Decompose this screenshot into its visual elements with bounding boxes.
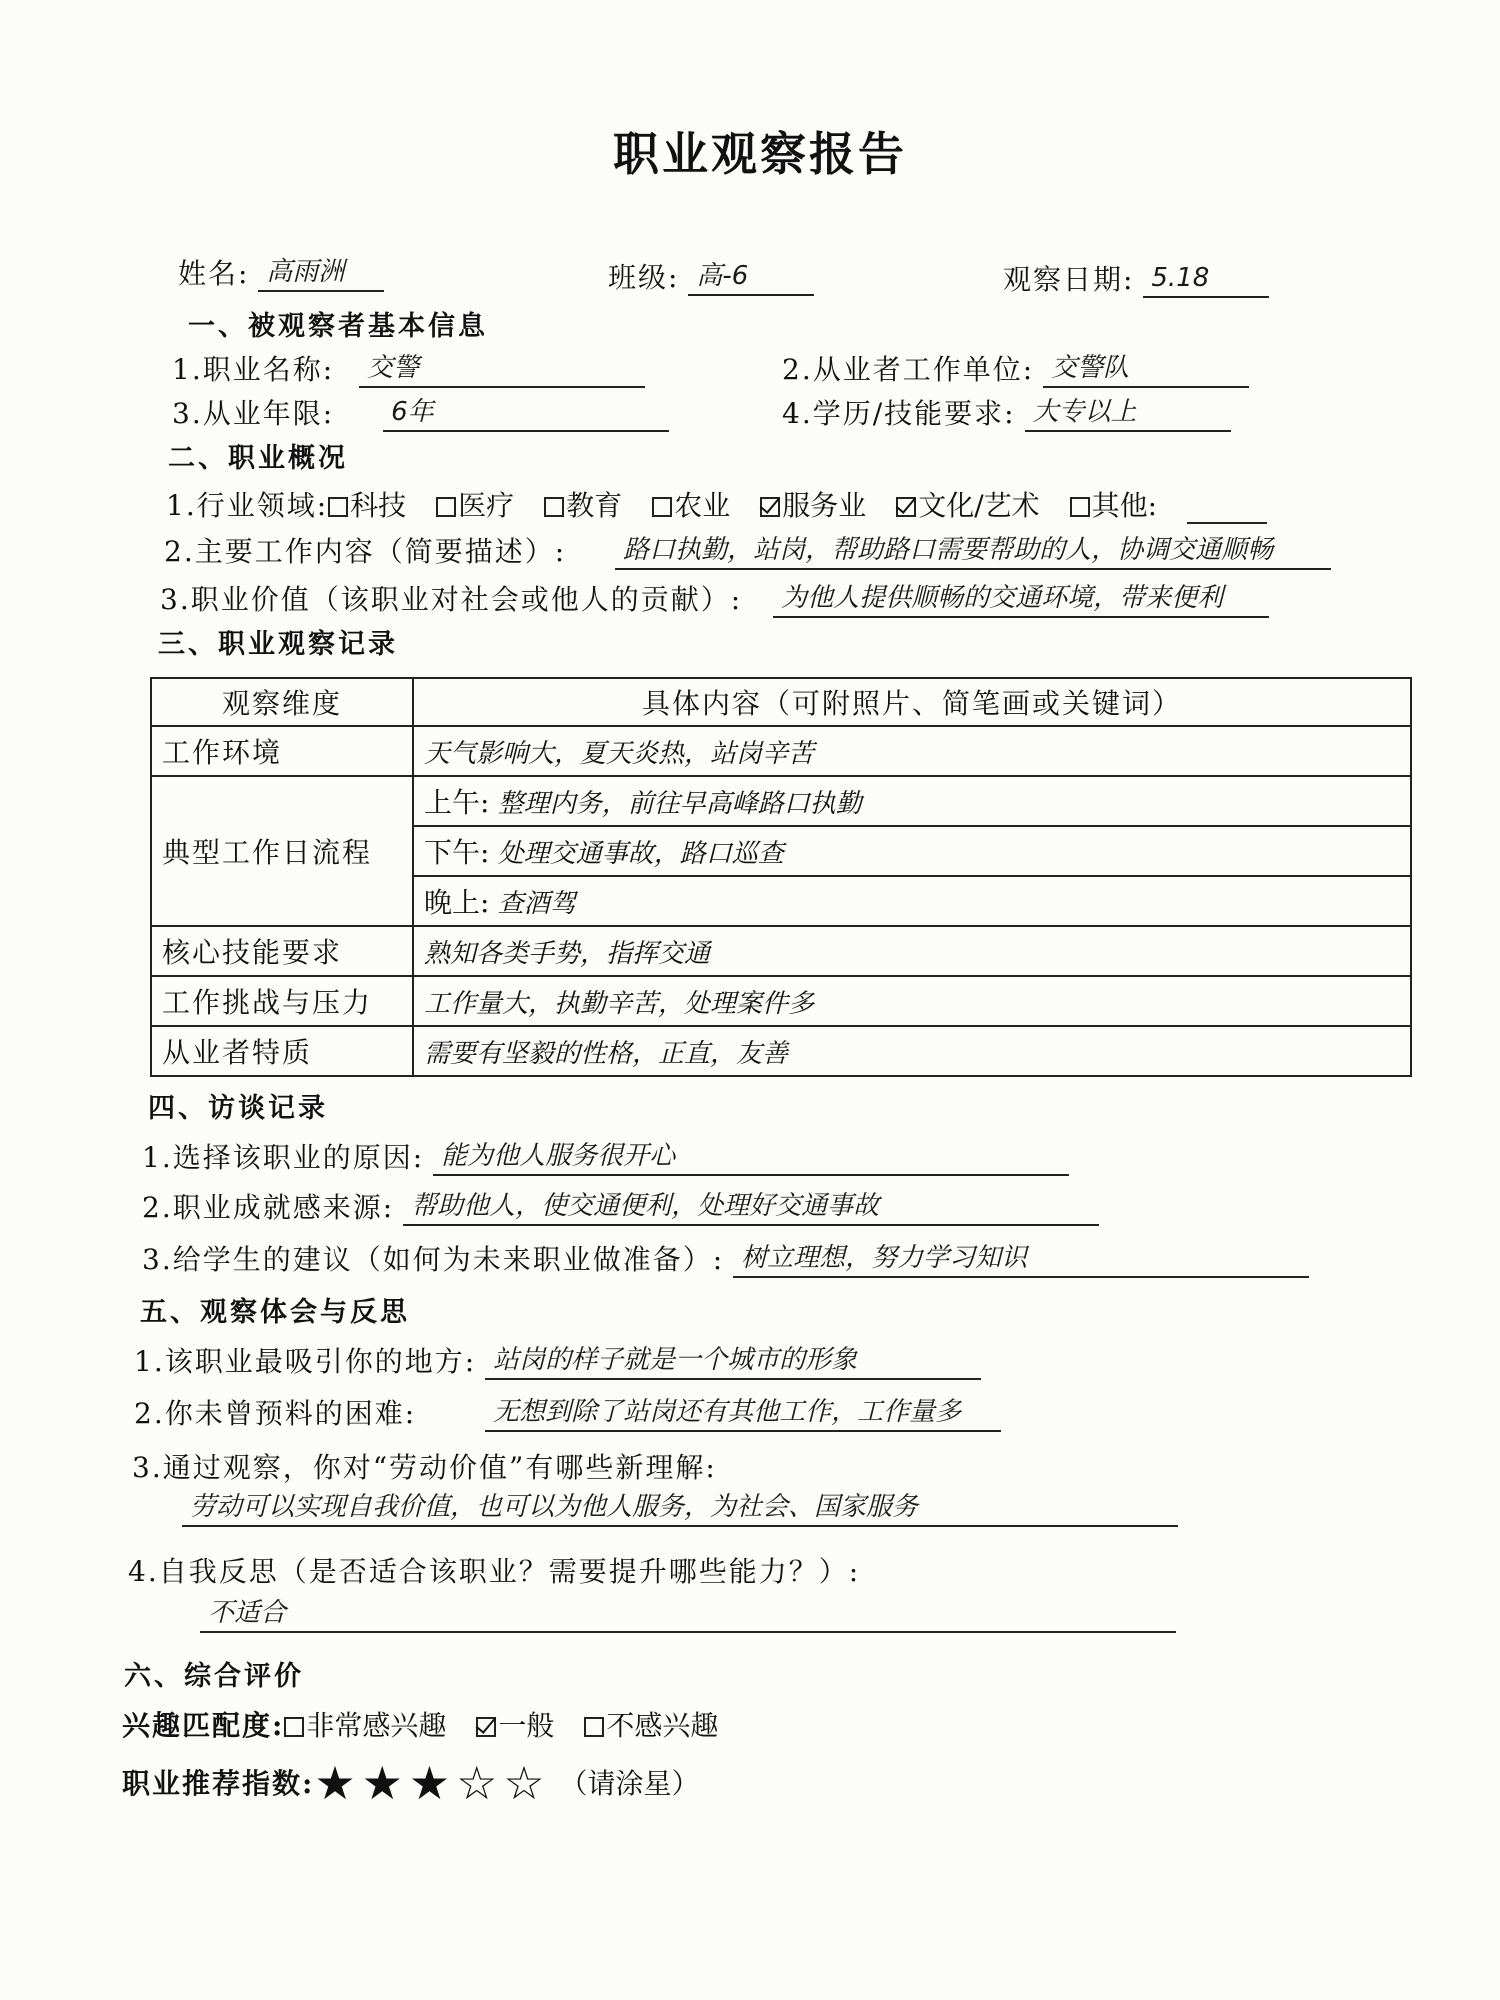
evening-label: 晚上: (424, 886, 490, 919)
col-dimension: 观察维度 (151, 678, 413, 726)
employer-row (782, 348, 1249, 388)
industry-other-blank (1187, 496, 1267, 524)
reason-value: 能为他人服务很开心 (433, 1139, 1069, 1176)
reflection-value-row (200, 1596, 1176, 1633)
industry-option-label: 农业 (674, 489, 731, 522)
challenge-value: 工作量大，执勤辛苦，处理案件多 (413, 976, 1411, 1026)
work-env-label: 工作环境 (151, 726, 413, 776)
difficulty-row (134, 1392, 1001, 1432)
recommend-row (122, 1756, 700, 1810)
name-value: 高雨洲 (258, 255, 384, 292)
industry-label: 1.行业领域: (166, 489, 329, 522)
industry-option[interactable] (1070, 489, 1157, 522)
job-title-value: 交警 (359, 351, 645, 388)
afternoon-label: 下午: (424, 836, 490, 869)
industry-checkbox[interactable] (652, 497, 672, 517)
section6-heading: 六、综合评价 (124, 1661, 304, 1692)
table-row (151, 776, 1411, 826)
table-row (151, 976, 1411, 1026)
class-row (608, 256, 814, 296)
star-filled-icon[interactable]: ★ (408, 1756, 457, 1810)
name-label: 姓名: (178, 257, 250, 290)
understanding-value-row (182, 1490, 1178, 1527)
job-title-label: 1.职业名称: (172, 353, 335, 386)
challenge-label: 工作挑战与压力 (151, 976, 413, 1026)
observation-table (150, 677, 1412, 1077)
industry-checkbox[interactable] (896, 497, 916, 517)
interest-checkbox[interactable] (584, 1717, 604, 1737)
industry-option[interactable] (896, 489, 1039, 522)
interest-option[interactable] (584, 1709, 718, 1742)
table-row (151, 926, 1411, 976)
industry-checkbox[interactable] (328, 497, 348, 517)
table-row (151, 1026, 1411, 1076)
star-rating[interactable] (314, 1756, 550, 1810)
difficulty-label: 2.你未曾预料的困难: (134, 1397, 417, 1430)
interest-option[interactable] (476, 1709, 554, 1742)
achievement-row (142, 1186, 1099, 1226)
interest-checkbox[interactable] (284, 1717, 304, 1737)
advice-row (142, 1238, 1309, 1278)
table-header-row (151, 678, 1411, 726)
industry-option-label: 其他: (1091, 489, 1158, 522)
industry-option-label: 文化/艺术 (918, 489, 1040, 522)
employer-value: 交警队 (1043, 351, 1249, 388)
section1-heading: 一、被观察者基本信息 (188, 311, 488, 342)
value-row (160, 578, 1269, 618)
difficulty-value: 无想到除了站岗还有其他工作，工作量多 (485, 1395, 1001, 1432)
years-label: 3.从业年限: (172, 397, 335, 430)
interest-row (122, 1704, 748, 1744)
section3-heading: 三、职业观察记录 (158, 629, 398, 660)
industry-option[interactable] (544, 489, 622, 522)
section2-heading: 二、职业概况 (168, 443, 348, 474)
industry-options (328, 489, 1187, 522)
interest-label: 兴趣匹配度: (122, 1709, 285, 1742)
star-filled-icon[interactable]: ★ (314, 1756, 362, 1810)
interest-checkbox[interactable] (476, 1717, 496, 1737)
star-filled-icon[interactable]: ★ (361, 1756, 409, 1810)
reflection-label-row (128, 1550, 860, 1590)
value-value: 为他人提供顺畅的交通环境，带来便利 (773, 581, 1269, 618)
industry-option-label: 医疗 (458, 489, 515, 522)
work-content-row (164, 530, 1331, 570)
industry-option[interactable] (328, 489, 406, 522)
achievement-label: 2.职业成就感来源: (142, 1191, 395, 1224)
date-value: 5.18 (1143, 261, 1269, 298)
name-row (178, 252, 384, 292)
industry-option-label: 服务业 (782, 489, 867, 522)
understanding-label-row (132, 1446, 717, 1486)
value-label: 3.职业价值（该职业对社会或他人的贡献）: (160, 583, 743, 616)
reason-label: 1.选择该职业的原因: (142, 1141, 425, 1174)
work-env-value: 天气影响大，夏天炎热，站岗辛苦 (413, 726, 1411, 776)
education-value: 大专以上 (1025, 395, 1231, 432)
job-title-row (172, 348, 645, 388)
industry-option[interactable] (652, 489, 730, 522)
industry-checkbox[interactable] (760, 497, 780, 517)
morning-label: 上午: (424, 786, 490, 819)
employer-label: 2.从业者工作单位: (782, 353, 1035, 386)
morning-value: 整理内务，前往早高峰路口执勤 (497, 789, 862, 819)
education-label: 4.学历/技能要求: (782, 397, 1016, 430)
attract-row (134, 1340, 981, 1380)
traits-value: 需要有坚毅的性格，正直，友善 (413, 1026, 1411, 1076)
industry-option[interactable] (436, 489, 514, 522)
recommend-label: 职业推荐指数: (122, 1767, 315, 1800)
traits-label: 从业者特质 (151, 1026, 413, 1076)
advice-value: 树立理想，努力学习知识 (733, 1241, 1309, 1278)
industry-option-label: 教育 (566, 489, 623, 522)
report-title: 职业观察报告 (613, 127, 907, 181)
work-content-value: 路口执勤，站岗，帮助路口需要帮助的人，协调交通顺畅 (615, 533, 1331, 570)
interest-option-label: 一般 (498, 1709, 555, 1742)
section5-heading: 五、观察体会与反思 (140, 1297, 410, 1328)
interest-option-label: 不感兴趣 (606, 1709, 719, 1742)
evening-cell (413, 876, 1411, 926)
industry-checkbox[interactable] (1070, 497, 1090, 517)
daily-label: 典型工作日流程 (151, 776, 413, 926)
col-content: 具体内容（可附照片、简笔画或关键词） (413, 678, 1411, 726)
advice-label: 3.给学生的建议（如何为未来职业做准备）: (142, 1243, 725, 1276)
recommend-note: （请涂星） (559, 1767, 700, 1800)
reflection-value: 不适合 (200, 1596, 1176, 1633)
date-label: 观察日期: (1003, 263, 1135, 296)
class-value: 高-6 (688, 259, 814, 296)
interest-options (284, 1709, 748, 1742)
skills-value: 熟知各类手势，指挥交通 (413, 926, 1411, 976)
education-row (782, 392, 1231, 432)
achievement-value: 帮助他人，使交通便利，处理好交通事故 (403, 1189, 1099, 1226)
understanding-label: 3.通过观察，你对“劳动价值”有哪些新理解: (132, 1451, 717, 1484)
evening-value: 查酒驾 (497, 889, 576, 919)
star-empty-icon[interactable]: ☆ (503, 1756, 551, 1810)
section4-heading: 四、访谈记录 (148, 1093, 328, 1124)
afternoon-cell (413, 826, 1411, 876)
industry-option[interactable] (760, 489, 866, 522)
afternoon-value: 处理交通事故，路口巡查 (497, 839, 784, 869)
years-row (172, 392, 669, 432)
industry-row (166, 484, 1267, 524)
reason-row (142, 1136, 1069, 1176)
morning-cell (413, 776, 1411, 826)
work-content-label: 2.主要工作内容（简要描述）: (164, 535, 567, 568)
table-row (151, 726, 1411, 776)
class-label: 班级: (608, 261, 680, 294)
skills-label: 核心技能要求 (151, 926, 413, 976)
industry-option-label: 科技 (350, 489, 407, 522)
understanding-value: 劳动可以实现自我价值，也可以为他人服务，为社会、国家服务 (182, 1490, 1178, 1527)
interest-option[interactable] (284, 1709, 446, 1742)
attract-label: 1.该职业最吸引你的地方: (134, 1345, 477, 1378)
star-empty-icon[interactable]: ☆ (456, 1756, 504, 1810)
years-value: 6年 (383, 395, 669, 432)
date-row (1003, 258, 1269, 298)
industry-checkbox[interactable] (436, 497, 456, 517)
industry-checkbox[interactable] (544, 497, 564, 517)
attract-value: 站岗的样子就是一个城市的形象 (485, 1343, 981, 1380)
interest-option-label: 非常感兴趣 (306, 1709, 447, 1742)
reflection-label: 4.自我反思（是否适合该职业？需要提升哪些能力？）: (128, 1555, 861, 1588)
